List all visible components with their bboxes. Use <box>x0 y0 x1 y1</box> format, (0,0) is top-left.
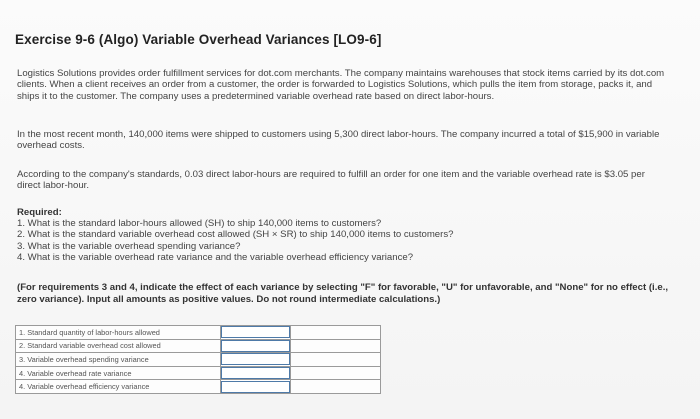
monthly-data-paragraph: In the most recent month, 140,000 items were shipped to customers using 5,300 direct labor-hours. The company incurred a total of $15,900 in variable overhead costs. <box>17 129 660 152</box>
row-label-efficiency-variance: 4. Variable overhead efficiency variance <box>16 380 221 394</box>
efficiency-variance-input[interactable] <box>221 381 290 393</box>
input-cell <box>221 366 291 380</box>
empty-cell <box>291 326 381 340</box>
row-label-spending-variance: 3. Variable overhead spending variance <box>16 353 221 367</box>
required-item-1: 1. What is the standard labor-hours allowed (SH) to ship 140,000 items to customers? <box>17 218 382 230</box>
row-label-standard-hours: 1. Standard quantity of labor-hours allowed <box>16 326 221 340</box>
row-label-standard-cost: 2. Standard variable overhead cost allowed <box>16 339 221 353</box>
table-row <box>16 353 381 367</box>
rate-variance-input[interactable] <box>221 367 290 379</box>
input-cell <box>221 380 291 394</box>
table-row <box>16 339 381 353</box>
spending-variance-effect-cell[interactable] <box>291 353 381 367</box>
input-cell <box>221 353 291 367</box>
instructions-text: (For requirements 3 and 4, indicate the effect of each variance by selecting "F" for favorable, "U" for unfavorable, and "None" for no effect (i.e., zero variance). Input all amounts as positive values. Do not round intermediate calculations.) <box>17 282 669 305</box>
required-heading: Required: <box>17 207 62 218</box>
table-row <box>16 380 381 394</box>
required-item-4: 4. What is the variable overhead rate variance and the variable overhead efficiency variance? <box>17 251 414 263</box>
standard-hours-input[interactable] <box>221 326 290 338</box>
row-label-rate-variance: 4. Variable overhead rate variance <box>16 366 221 380</box>
empty-cell <box>291 339 381 353</box>
required-item-2: 2. What is the standard variable overhead cost allowed (SH × SR) to ship 140,000 items to customers? <box>17 229 454 241</box>
spending-variance-input[interactable] <box>221 353 290 365</box>
required-item-3: 3. What is the variable overhead spending variance? <box>17 240 241 252</box>
page-title: Exercise 9-6 (Algo) Variable Overhead Variances [LO9-6] <box>15 32 382 47</box>
input-cell <box>221 326 291 340</box>
standard-cost-input[interactable] <box>221 340 290 352</box>
answer-table <box>15 325 381 394</box>
table-row <box>16 366 381 380</box>
standards-paragraph: According to the company's standards, 0.03 direct labor-hours are required to fulfill an order for one item and the variable overhead rate is $3.05 per direct labor-hour. <box>17 169 645 192</box>
intro-paragraph: Logistics Solutions provides order fulfillment services for dot.com merchants. The company maintains warehouses that stock items carried by its dot.com clients. When a client receives an order from a customer, the order is forwarded to Logistics Solutions, which pulls the item from storage, packs it, and ships it to the customer. The company uses a predetermined variable overhead rate based on direct labor-hours. <box>17 68 665 102</box>
efficiency-variance-effect-cell[interactable] <box>291 380 381 394</box>
required-section <box>17 207 667 263</box>
rate-variance-effect-cell[interactable] <box>291 366 381 380</box>
input-cell <box>221 339 291 353</box>
table-row <box>16 326 381 340</box>
